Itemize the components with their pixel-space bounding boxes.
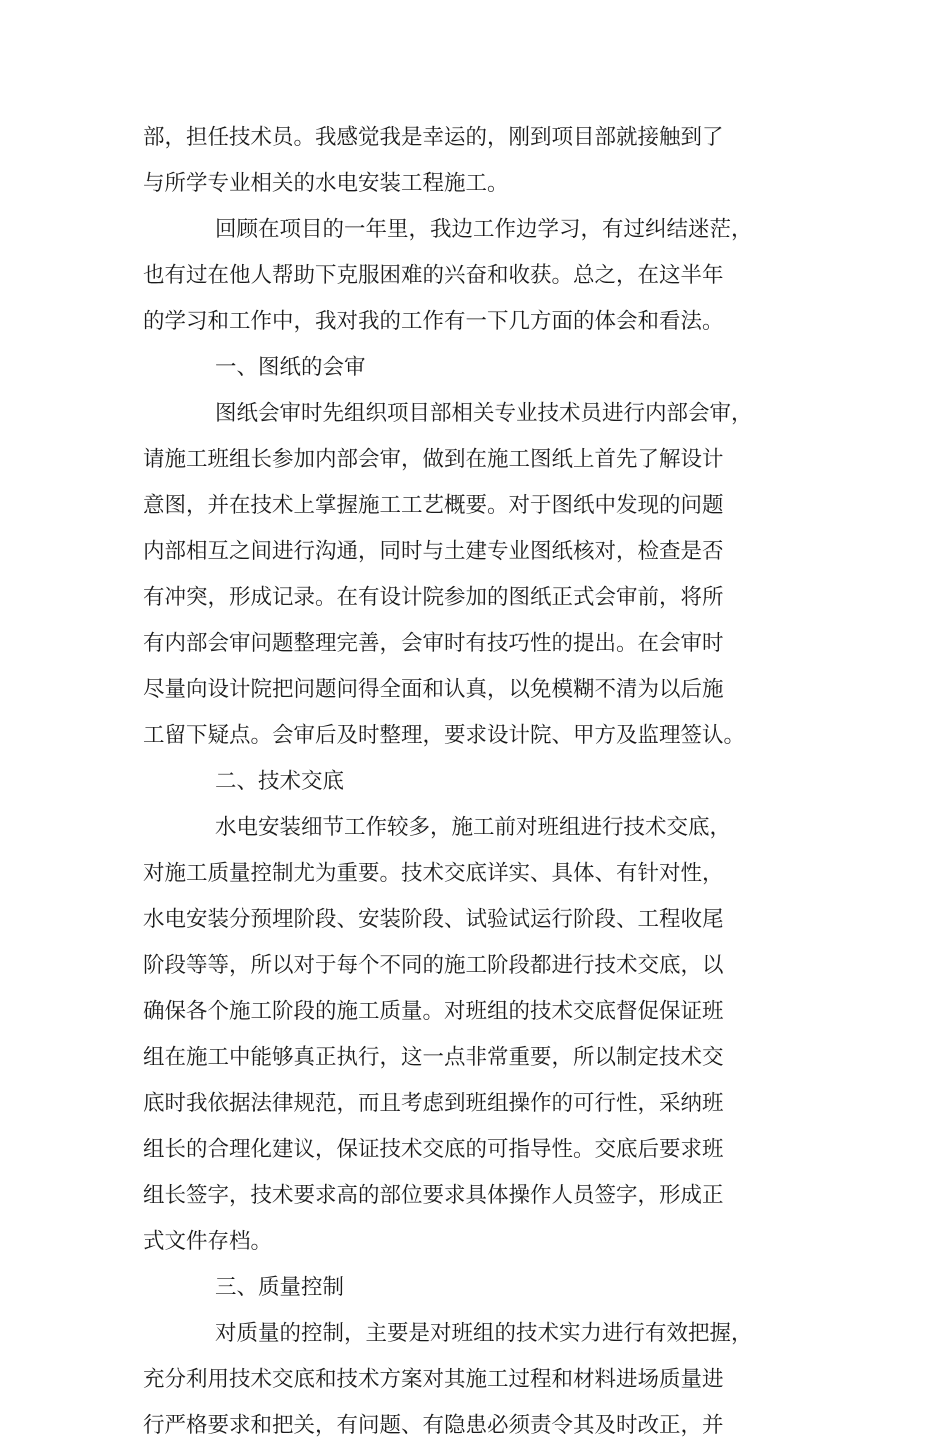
text-line: 内部相互之间进行沟通，同时与土建专业图纸核对，检查是否 xyxy=(143,539,724,564)
text-line: 组长签字，技术要求高的部位要求具体操作人员签字，形成正 xyxy=(143,1183,724,1208)
document-body xyxy=(143,115,815,1449)
text-line: 也有过在他人帮助下克服困难的兴奋和收获。总之，在这半年 xyxy=(143,263,724,288)
text-line: 组长的合理化建议，保证技术交底的可指导性。交底后要求班 xyxy=(143,1137,724,1162)
text-line: 阶段等等，所以对于每个不同的施工阶段都进行技术交底，以 xyxy=(143,953,724,978)
text-line: 与所学专业相关的水电安装工程施工。 xyxy=(143,171,509,196)
paragraph-first-line: 二、技术交底 xyxy=(215,769,345,794)
paragraph-first-line: 三、质量控制 xyxy=(215,1275,345,1300)
paragraph-first-line: 一、图纸的会审 xyxy=(215,355,366,380)
text-line: 对施工质量控制尤为重要。技术交底详实、具体、有针对性， xyxy=(143,861,724,886)
text-line: 充分利用技术交底和技术方案对其施工过程和材料进场质量进 xyxy=(143,1367,724,1392)
paragraph-first-line: 图纸会审时先组织项目部相关专业技术员进行内部会审， xyxy=(215,401,753,426)
text-line: 行严格要求和把关，有问题、有隐患必须责令其及时改正，并 xyxy=(143,1413,724,1438)
paragraph-first-line: 对质量的控制，主要是对班组的技术实力进行有效把握， xyxy=(215,1321,753,1346)
text-line: 底时我依据法律规范，而且考虑到班组操作的可行性，采纳班 xyxy=(143,1091,724,1116)
text-line: 组在施工中能够真正执行，这一点非常重要，所以制定技术交 xyxy=(143,1045,724,1070)
text-line: 式文件存档。 xyxy=(143,1229,273,1254)
text-line: 水电安装分预埋阶段、安装阶段、试验试运行阶段、工程收尾 xyxy=(143,907,724,932)
text-line: 尽量向设计院把问题问得全面和认真，以免模糊不清为以后施 xyxy=(143,677,724,702)
text-line: 请施工班组长参加内部会审，做到在施工图纸上首先了解设计 xyxy=(143,447,724,472)
text-line: 有冲突，形成记录。在有设计院参加的图纸正式会审前，将所 xyxy=(143,585,724,610)
paragraph-first-line: 回顾在项目的一年里，我边工作边学习，有过纠结迷茫， xyxy=(215,217,753,242)
text-line: 有内部会审问题整理完善，会审时有技巧性的提出。在会审时 xyxy=(143,631,724,656)
text-line: 的学习和工作中，我对我的工作有一下几方面的体会和看法。 xyxy=(143,309,724,334)
text-line: 部，担任技术员。我感觉我是幸运的，刚到项目部就接触到了 xyxy=(143,125,724,150)
text-line: 工留下疑点。会审后及时整理，要求设计院、甲方及监理签认。 xyxy=(143,723,746,748)
text-line: 意图，并在技术上掌握施工工艺概要。对于图纸中发现的问题 xyxy=(143,493,724,518)
text-line: 确保各个施工阶段的施工质量。对班组的技术交底督促保证班 xyxy=(143,999,724,1024)
paragraph-first-line: 水电安装细节工作较多，施工前对班组进行技术交底， xyxy=(215,815,732,840)
